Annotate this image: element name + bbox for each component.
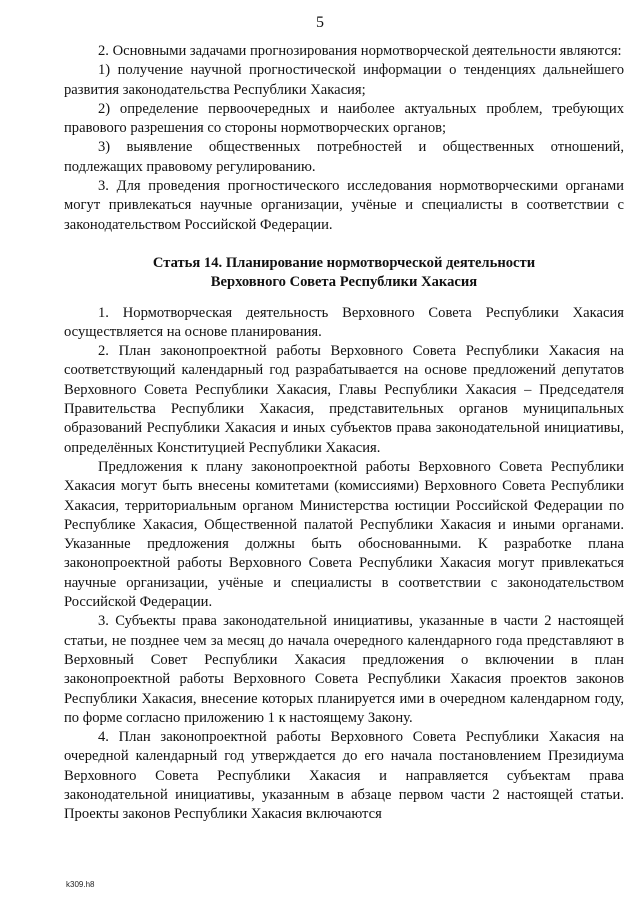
- paragraph: 3. Субъекты права законодательной инициативы, указанные в части 2 настоящей статьи, не позднее чем за месяц до начала очередного календарного года представляют в Верховный Совет Республики Хакасия предложения о включении в план законопроектной работы Верховного Совета Республики Хакасия проектов законов Республики Хакасия, внесение которых планируется ими в очередном календарном году, по форме согласно приложению 1 к настоящему Закону.: [64, 613, 624, 726]
- paragraph: 3) выявление общественных потребностей и общественных отношений, подлежащих правовому регулированию.: [64, 139, 624, 175]
- paragraph: 2. План законопроектной работы Верховного Совета Республики Хакасия на соответствующий календарный год разрабатывается на основе предложений депутатов Верховного Совета Республики Хакасия, Главы Республики Хакасия – Председателя Правительства Республики Хакасия, представительных органов муниципальных образований Республики Хакасия и иных субъектов права законодательной инициативы, определённых Конституцией Республики Хакасия.: [64, 343, 624, 456]
- article-heading-line-2: Верховного Совета Республики Хакасия: [210, 274, 478, 291]
- footer-document-code: k309.h8: [66, 880, 95, 889]
- paragraph: 2. Основными задачами прогнозирования нормотворческой деятельности являются:: [98, 43, 622, 59]
- page-number: 5: [316, 14, 324, 31]
- paragraph: Предложения к плану законопроектной работы Верховного Совета Республики Хакасия могут быть внесены комитетами (комиссиями) Верховного Совета Республики Хакасия, территориальным органом Министерства юстиции Российской Федерации по Республике Хакасия, Общественной палатой Республики Хакасия и иными органами. Указанные предложения должны быть обоснованными. К разработке плана законопроектной работы Верховного Совета Республики Хакасия могут привлекаться научные организации, учёные и специалисты в соответствии с законодательством Российской Федерации.: [64, 458, 624, 611]
- paragraph: 4. План законопроектной работы Верховного Совета Республики Хакасия на очередной календарный год утверждается до его начала постановлением Президиума Верховного Совета Республики Хакасия и направляется субъектам права законодательной инициативы, указанным в абзаце первом части 2 настоящей статьи. Проекты законов Республики Хакасия включаются: [64, 729, 624, 823]
- paragraph: 2) определение первоочередных и наиболее актуальных проблем, требующих правового разрешения со стороны нормотворческих органов;: [64, 100, 624, 137]
- document-body: [64, 42, 624, 825]
- article-heading: [64, 254, 624, 293]
- paragraph: 3. Для проведения прогностического исследования нормотворческими органами могут привлекаться научные организации, учёные и специалисты в соответствии с законодательством Российской Федерации.: [64, 178, 624, 233]
- paragraph: 1) получение научной прогностической информации о тенденциях дальнейшего развития законодательства Республики Хакасия;: [64, 62, 624, 98]
- article-heading-line-1: Статья 14. Планирование нормотворческой деятельности: [152, 254, 536, 271]
- paragraph: 1. Нормотворческая деятельность Верховного Совета Республики Хакасия осуществляется на основе планирования.: [64, 304, 624, 340]
